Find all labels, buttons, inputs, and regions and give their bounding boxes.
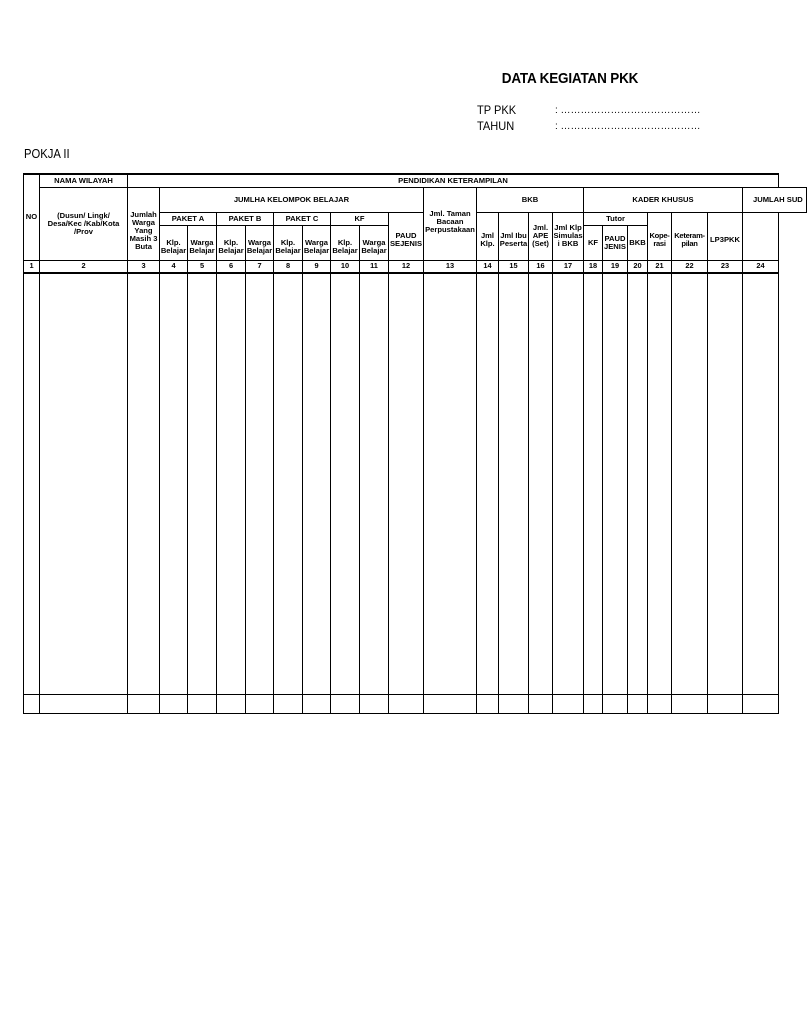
data-cell[interactable] <box>40 273 128 695</box>
header-koperasi: Kope- rasi <box>648 212 672 260</box>
header-jumlah-buta: Jumlah Warga Yang Masih 3 Buta <box>128 187 160 260</box>
data-cell[interactable] <box>529 273 553 695</box>
tahun-label: TAHUN <box>477 119 515 133</box>
header-kader-paud: PAUD JENIS <box>603 225 628 260</box>
col-number: 24 <box>743 260 779 273</box>
col-number: 13 <box>424 260 477 273</box>
header-jml-ape: Jml. APE (Set) <box>529 212 553 260</box>
header-tutor: Tutor <box>584 212 648 225</box>
col-number: 15 <box>499 260 529 273</box>
col-number: 16 <box>529 260 553 273</box>
tahun-value[interactable]: : …………………………………… <box>555 121 701 132</box>
col-number: 19 <box>603 260 628 273</box>
total-row[interactable] <box>24 694 807 713</box>
pokja-label: POKJA II <box>24 147 70 161</box>
header-jumlah-sud: JUMLAH SUD <box>743 187 807 212</box>
total-cell[interactable] <box>274 694 303 713</box>
data-cell[interactable] <box>360 273 389 695</box>
data-cell[interactable] <box>188 273 217 695</box>
kegiatan-table <box>23 173 807 714</box>
col-number: 5 <box>188 260 217 273</box>
page-title: DATA KEGIATAN PKK <box>501 70 639 87</box>
header-paket-c: PAKET C <box>274 212 331 225</box>
data-cell[interactable] <box>499 273 529 695</box>
header-bkb: BKB <box>477 187 584 212</box>
header-klp-belajar-c: Klp. Belajar <box>274 225 303 260</box>
tp-pkk-label: TP PKK <box>477 103 517 117</box>
header-jml-klp: Jml Klp. <box>477 212 499 260</box>
header-kader-khusus: KADER KHUSUS <box>584 187 743 212</box>
header-nama-wilayah: NAMA WILAYAH <box>40 174 128 187</box>
col-number: 8 <box>274 260 303 273</box>
data-cell[interactable] <box>628 273 648 695</box>
header-klp-belajar-kf: Klp. Belajar <box>331 225 360 260</box>
header-no: NO <box>24 174 40 260</box>
col-number: 14 <box>477 260 499 273</box>
data-cell[interactable] <box>160 273 188 695</box>
data-cell[interactable] <box>217 273 246 695</box>
data-cell[interactable] <box>648 273 672 695</box>
data-cell[interactable] <box>24 273 40 695</box>
total-cell[interactable] <box>424 694 477 713</box>
col-number: 23 <box>708 260 743 273</box>
kegiatan-table-wrapper <box>23 173 803 733</box>
header-keterampilan: Keteram- pilan <box>672 212 708 260</box>
total-cell[interactable] <box>743 694 779 713</box>
tp-pkk-value[interactable]: : …………………………………… <box>555 105 701 116</box>
header-nama-wilayah-detail: (Dusun/ Lingk/ Desa/Kec /Kab/Kota /Prov <box>40 187 128 260</box>
header-klp-belajar-a: Klp. Belajar <box>160 225 188 260</box>
data-cell[interactable] <box>584 273 603 695</box>
header-paket-b: PAKET B <box>217 212 274 225</box>
data-cell[interactable] <box>424 273 477 695</box>
total-cell[interactable] <box>584 694 603 713</box>
total-cell[interactable] <box>603 694 628 713</box>
data-cell[interactable] <box>672 273 708 695</box>
header-pendidikan-keterampilan: PENDIDIKAN KETERAMPILAN <box>128 174 779 187</box>
total-cell[interactable] <box>24 694 40 713</box>
data-cell[interactable] <box>477 273 499 695</box>
total-cell[interactable] <box>360 694 389 713</box>
header-warga-belajar-a: Warga Belajar <box>188 225 217 260</box>
data-cell[interactable] <box>274 273 303 695</box>
total-cell[interactable] <box>529 694 553 713</box>
col-number: 10 <box>331 260 360 273</box>
header-paket-a: PAKET A <box>160 212 217 225</box>
data-cell[interactable] <box>128 273 160 695</box>
data-cell[interactable] <box>303 273 331 695</box>
total-cell[interactable] <box>648 694 672 713</box>
data-entry-area[interactable] <box>24 273 807 695</box>
header-jml-simulasi: Jml Klp Simulas i BKB <box>553 212 584 260</box>
col-number: 7 <box>246 260 274 273</box>
total-cell[interactable] <box>331 694 360 713</box>
total-cell[interactable] <box>160 694 188 713</box>
total-cell[interactable] <box>628 694 648 713</box>
col-number: 11 <box>360 260 389 273</box>
col-number: 21 <box>648 260 672 273</box>
col-number: 4 <box>160 260 188 273</box>
col-number: 22 <box>672 260 708 273</box>
header-jml-ibu: Jml Ibu Peserta <box>499 212 529 260</box>
column-number-row <box>24 260 807 273</box>
header-taman-bacaan: Jml. Taman Bacaan Perpustakaan <box>424 187 477 260</box>
col-number: 9 <box>303 260 331 273</box>
header-kf: KF <box>331 212 389 225</box>
col-number: 17 <box>553 260 584 273</box>
col-number: 2 <box>40 260 128 273</box>
header-paud-sejenis: PAUD SEJENIS <box>389 212 424 260</box>
total-cell[interactable] <box>389 694 424 713</box>
total-cell[interactable] <box>499 694 529 713</box>
col-number: 1 <box>24 260 40 273</box>
data-cell[interactable] <box>708 273 743 695</box>
header-warga-belajar-b: Warga Belajar <box>246 225 274 260</box>
col-number: 3 <box>128 260 160 273</box>
total-cell[interactable] <box>128 694 160 713</box>
data-cell[interactable] <box>603 273 628 695</box>
header-kader-kf: KF <box>584 225 603 260</box>
data-cell[interactable] <box>389 273 424 695</box>
col-number: 18 <box>584 260 603 273</box>
total-cell[interactable] <box>188 694 217 713</box>
data-cell[interactable] <box>331 273 360 695</box>
header-klp-belajar-b: Klp. Belajar <box>217 225 246 260</box>
header-kader-bkb: BKB <box>628 225 648 260</box>
total-cell[interactable] <box>303 694 331 713</box>
total-cell[interactable] <box>246 694 274 713</box>
total-cell[interactable] <box>40 694 128 713</box>
col-number: 20 <box>628 260 648 273</box>
data-cell[interactable] <box>553 273 584 695</box>
total-cell[interactable] <box>217 694 246 713</box>
header-extra <box>743 212 779 260</box>
header-kelompok-belajar: JUMLHA KELOMPOK BELAJAR <box>160 187 424 212</box>
data-cell[interactable] <box>743 273 779 695</box>
col-number: 12 <box>389 260 424 273</box>
total-cell[interactable] <box>553 694 584 713</box>
col-number: 6 <box>217 260 246 273</box>
total-cell[interactable] <box>708 694 743 713</box>
total-cell[interactable] <box>477 694 499 713</box>
header-lp3pkk: LP3PKK <box>708 212 743 260</box>
header-warga-belajar-kf: Warga Belajar <box>360 225 389 260</box>
header-warga-belajar-c: Warga Belajar <box>303 225 331 260</box>
data-cell[interactable] <box>246 273 274 695</box>
total-cell[interactable] <box>672 694 708 713</box>
